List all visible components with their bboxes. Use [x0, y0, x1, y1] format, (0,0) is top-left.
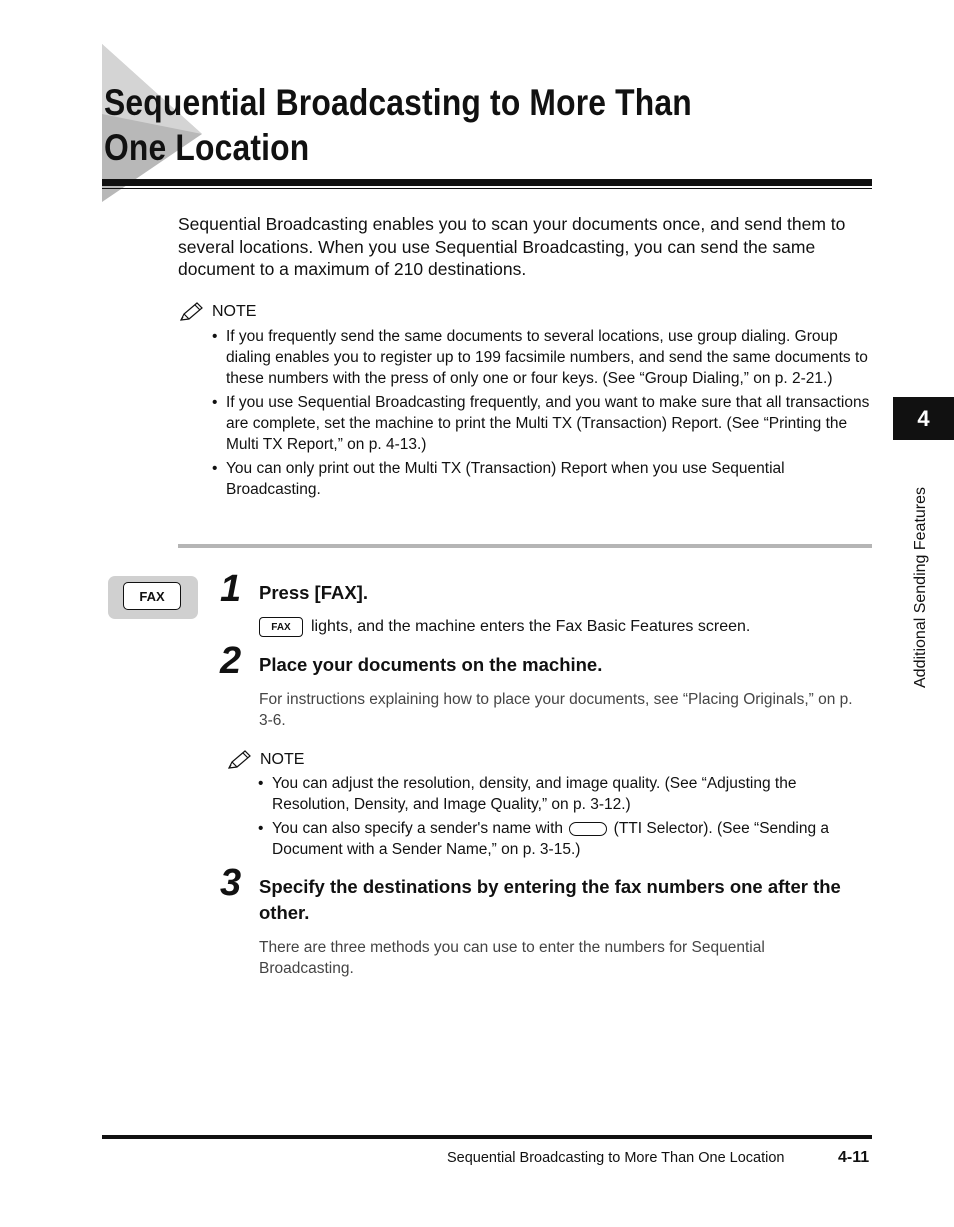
note-item: • If you frequently send the same documents to several locations, use group dialing. Group dialing enables you to register up to 199 facsimile numbers, and send the same documents to these numbers with the press of only one or four keys. (See “Group Dialing,” on p. 2-21.) — [212, 326, 872, 389]
note-item — [258, 818, 868, 860]
intro-paragraph: Sequential Broadcasting enables you to scan your documents once, and send them to several locations. When you use Sequential Broadcasting, you can send the same document to a maximum of 210 destinations. — [178, 214, 846, 279]
note-item-text-before: You can also specify a sender's name with — [272, 820, 564, 837]
note-heading — [178, 301, 256, 323]
title-rule — [102, 179, 872, 186]
pencil-icon — [178, 301, 204, 323]
step-title: Specify the destinations by entering the fax numbers one after the other. — [259, 876, 841, 923]
fax-key-inline-icon: FAX — [259, 617, 303, 637]
chapter-side-label — [906, 448, 936, 688]
page-number: 4-11 — [838, 1149, 870, 1166]
chapter-tab: 4 — [893, 397, 954, 440]
chapter-side-label-text: Additional Sending Features — [912, 486, 929, 688]
step-body: For instructions explaining how to place your documents, see “Placing Originals,” on p. 3-6. — [259, 691, 853, 729]
step-title: Press [FAX]. — [259, 582, 368, 603]
step-number: 2 — [220, 640, 242, 682]
pencil-icon — [226, 749, 252, 771]
note-label: NOTE — [260, 751, 305, 768]
note-heading — [226, 749, 304, 771]
note-item: • If you use Sequential Broadcasting frequently, and you want to make sure that all transactions are complete, set the machine to print the Multi TX (Transaction) Report. (See “Printing the Multi TX Report,” on p. 4-13.) — [212, 392, 872, 455]
note-list — [212, 326, 872, 503]
footer-section-title: Sequential Broadcasting to More Than One Location — [447, 1150, 785, 1166]
note-label: NOTE — [212, 303, 257, 320]
note-item: • You can only print out the Multi TX (Transaction) Report when you use Sequential Broadcasting. — [212, 458, 872, 500]
step-title: Place your documents on the machine. — [259, 654, 603, 675]
title-rule-thin — [102, 188, 872, 189]
step-body-text: lights, and the machine enters the Fax Basic Features screen. — [311, 618, 751, 635]
tti-selector-key-icon — [569, 822, 607, 836]
note-item-text-after: (TTI Selector). (See “Sending a Document with a Sender Name,” on p. 3-15.) — [272, 820, 830, 858]
note-item: • You can adjust the resolution, density, and image quality. (See “Adjusting the Resolution, Density, and Image Quality,” on p. 3-12.) — [258, 773, 868, 815]
section-divider — [178, 544, 872, 548]
page-title: Sequential Broadcasting to More Than One Location — [104, 82, 692, 168]
note-list — [258, 773, 868, 863]
step-body — [259, 617, 750, 637]
fax-key-icon: FAX — [123, 582, 181, 610]
step-number: 1 — [220, 568, 242, 610]
footer-rule — [102, 1135, 872, 1139]
step-number: 3 — [220, 862, 242, 904]
step-body: There are three methods you can use to enter the numbers for Sequential Broadcasting. — [259, 939, 765, 977]
